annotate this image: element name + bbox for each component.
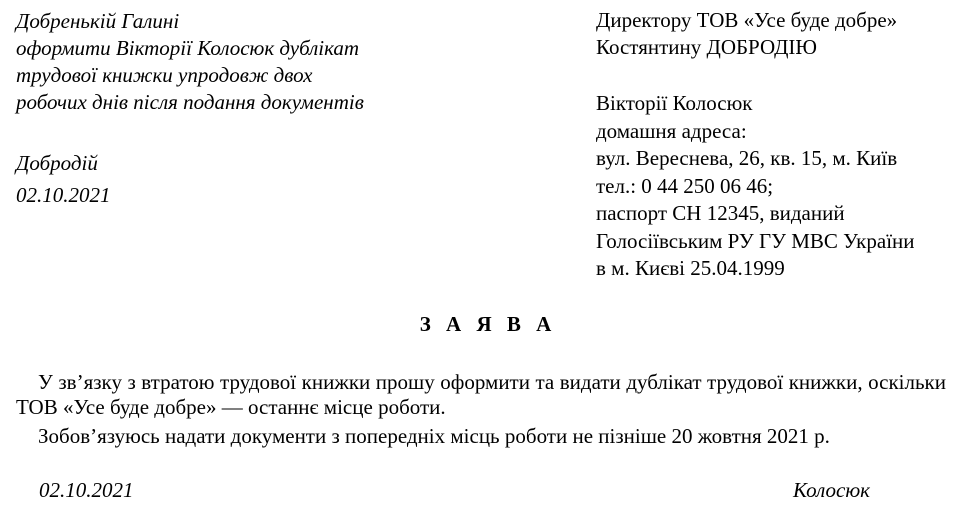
sender-block [596, 90, 915, 283]
footer-signature: Колосюк [793, 478, 870, 502]
sender-line: тел.: 0 44 250 06 46; [596, 173, 774, 198]
addressee-line: Директору ТОВ «Усе буде добре» [596, 8, 898, 32]
resolution-line: оформити Вікторії Колосюк дублікат [16, 36, 360, 60]
resolution-signature: Добродій [16, 151, 98, 175]
sender-line: в м. Києві 25.04.1999 [596, 256, 785, 280]
footer-date: 02.10.2021 [39, 478, 134, 502]
resolution-line: трудової книжки упродовж двох [16, 63, 313, 87]
sender-line: паспорт СН 12345, виданий [596, 201, 845, 225]
sender-line: Вікторії Колосюк [596, 91, 753, 115]
addressee-block [596, 7, 897, 61]
resolution-line: Добренькій Галині [16, 9, 180, 33]
document-title: З А Я В А [419, 312, 557, 336]
body-paragraph-2: Зобов’язуюсь надати документи з попередніх місць роботи не пізніше 20 жовтня 2021 р. [38, 424, 830, 448]
body-paragraph-1: У зв’язку з втратою трудової книжки прошу оформити та видати дублікат трудової книжки, оскільки ТОВ «Усе буде добре» — останнє місце роботи. [16, 370, 946, 419]
sender-line: вул. Вереснева, 26, кв. 15, м. Київ [596, 146, 898, 170]
resolution-date: 02.10.2021 [16, 183, 111, 207]
resolution-line: робочих днів після подання документів [16, 90, 364, 114]
sender-line: Голосіївським РУ ГУ МВС України [596, 228, 915, 253]
resolution-block [16, 8, 364, 207]
sender-line: домашня адреса: [596, 118, 747, 143]
addressee-line: Костянтину ДОБРОДІЮ [596, 35, 818, 59]
